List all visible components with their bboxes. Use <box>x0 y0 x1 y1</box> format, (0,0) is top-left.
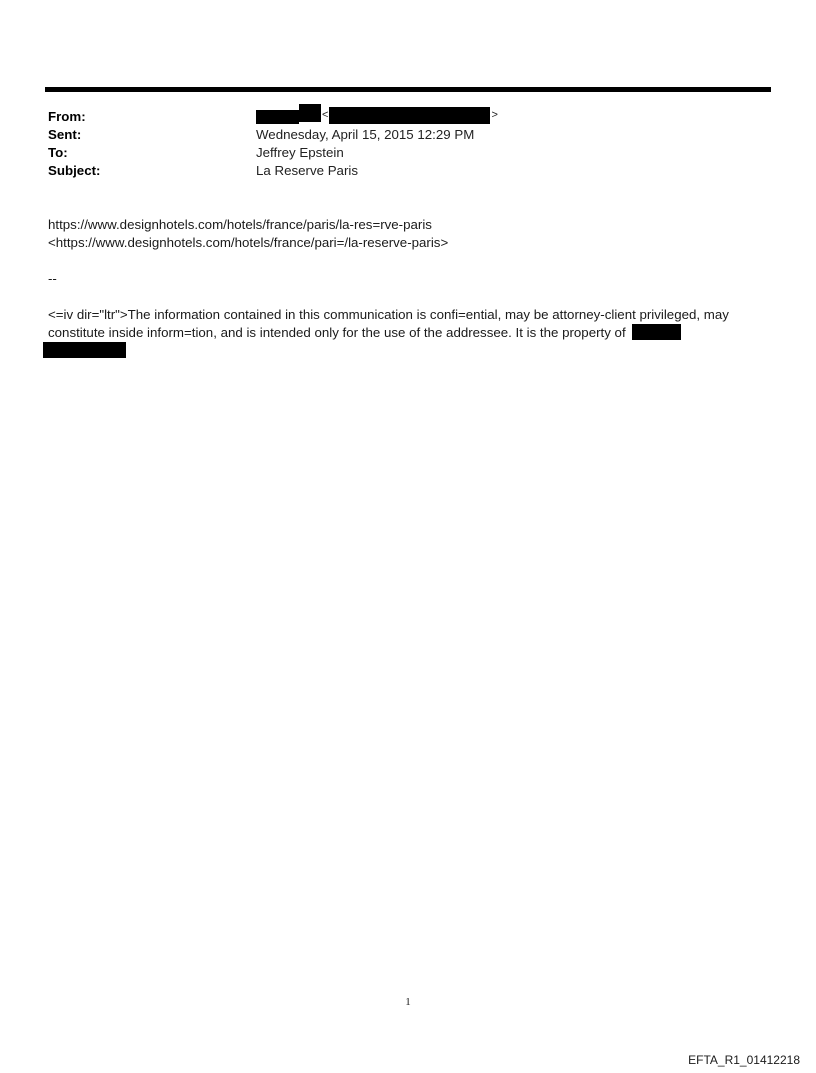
sent-row <box>48 126 768 144</box>
signature-separator: -- <box>48 271 57 286</box>
confidentiality-disclaimer <box>48 306 768 360</box>
disclaimer-line <box>43 342 768 360</box>
disclaimer-line: <=iv dir="ltr">The information contained in this communication is confi=ential, may be attorney-client privileged, may <box>48 307 729 322</box>
page-number: 1 <box>405 996 411 1008</box>
to-row <box>48 144 768 162</box>
from-close-bracket: > <box>491 109 498 121</box>
from-label: From: <box>48 109 86 124</box>
to-value: Jeffrey Epstein <box>256 145 344 160</box>
redaction-box <box>43 342 126 358</box>
url-line: https://www.designhotels.com/hotels/france/paris/la-res=rve-paris <box>48 217 432 232</box>
disclaimer-line <box>48 324 768 342</box>
url-line: <https://www.designhotels.com/hotels/france/pari=/la-reserve-paris> <box>48 235 449 250</box>
to-label: To: <box>48 145 68 160</box>
subject-value: La Reserve Paris <box>256 163 358 178</box>
from-row <box>48 108 768 126</box>
sent-value: Wednesday, April 15, 2015 12:29 PM <box>256 127 475 142</box>
header-rule <box>45 87 771 92</box>
email-body-urls <box>48 216 448 252</box>
subject-label: Subject: <box>48 163 101 178</box>
email-header <box>48 108 768 180</box>
sent-label: Sent: <box>48 127 82 142</box>
redaction-box <box>329 107 490 124</box>
from-value <box>256 108 499 126</box>
redaction-box <box>299 104 321 122</box>
redaction-box <box>256 110 299 124</box>
bates-number: EFTA_R1_01412218 <box>688 1053 800 1067</box>
redaction-box <box>632 324 681 340</box>
subject-row <box>48 162 768 180</box>
from-open-bracket: < <box>322 109 329 121</box>
disclaimer-line-text: constitute inside inform=tion, and is intended only for the use of the addressee. It is the property of <box>48 325 626 340</box>
